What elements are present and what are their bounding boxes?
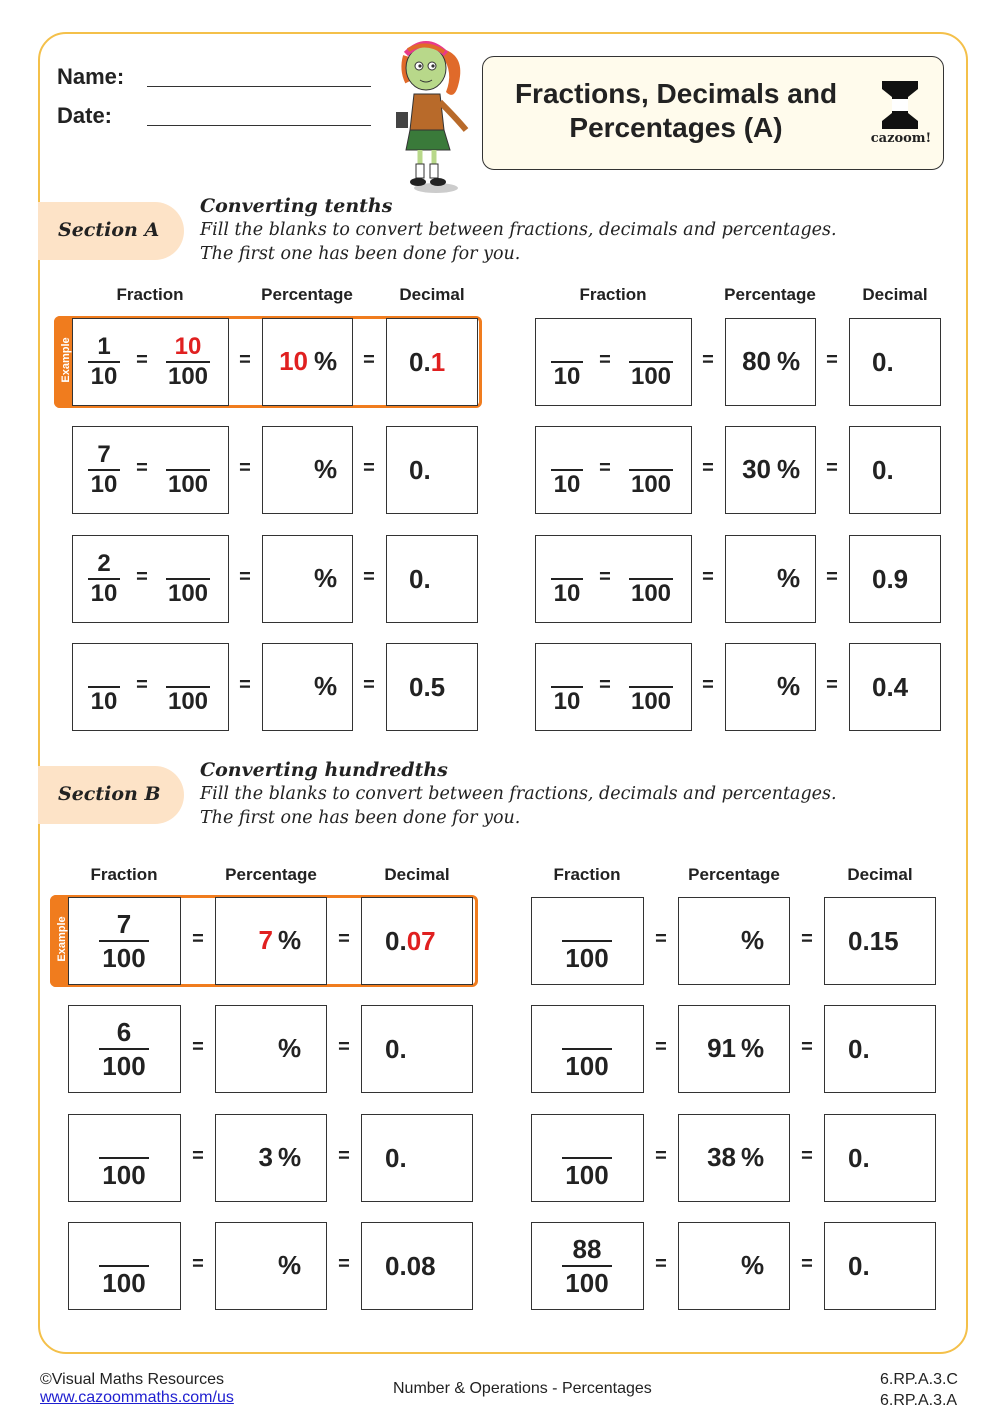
b-right-row1-decimal-box — [824, 897, 936, 985]
footer-standard-code-1: 6.RP.A.3.C — [880, 1371, 958, 1388]
a-right-row3-decimal-value — [872, 564, 908, 595]
section-b-heading: Converting hundredths — [200, 759, 448, 781]
b-left-row3-denominator: 100 — [102, 1160, 146, 1190]
section-a-line1: Fill the blanks to convert between fractions, decimals and percentages. — [200, 220, 837, 240]
footer-link[interactable]: www.cazoommaths.com/us — [40, 1389, 234, 1406]
b-right-row3-decimal-box[interactable] — [824, 1114, 936, 1202]
a-left-row4-decimal-box — [386, 643, 478, 731]
b-right-row4-equals-1: = — [655, 1253, 667, 1275]
a-right-row4-decimal-value — [872, 672, 908, 703]
section-b-tab: Section B — [38, 766, 184, 824]
b-right-row4-decimal-prefix: 0. — [848, 1251, 870, 1281]
section-b-instructions — [200, 758, 837, 830]
section-b-line1: Fill the blanks to convert between fractions, decimals and percentages. — [200, 784, 837, 804]
b-left-row2-denominator: 100 — [102, 1051, 146, 1081]
a-right-row4-equals-3: = — [826, 674, 838, 696]
a-right-row3-decimal-box — [849, 535, 941, 623]
b-left-row2-percentage-box[interactable] — [215, 1005, 327, 1093]
b-left-row4-fraction-bar — [99, 1265, 149, 1267]
b-left-row3-decimal-box[interactable] — [361, 1114, 473, 1202]
b-right-row3-percent-sign: % — [741, 1142, 765, 1172]
b-right-row2-equals-2: = — [801, 1036, 813, 1058]
a-left-row2-decimal-value — [409, 455, 431, 486]
b-right-row1-percent-sign: % — [741, 925, 765, 955]
a-right-row3-decimal-prefix: 0.9 — [872, 564, 909, 594]
a-left-row2-equals-1: = — [136, 457, 148, 479]
a-left-row4-decimal-value — [409, 672, 445, 703]
a-left-row2-denominator-2: 100 — [167, 471, 209, 498]
a-left-row4-equals-3: = — [363, 674, 375, 696]
b-right-row3-decimal-value — [848, 1143, 870, 1174]
a-left-row1-decimal-box — [386, 318, 478, 406]
b-left-row3-decimal-value — [385, 1143, 407, 1174]
b-right-row4-percentage-box[interactable] — [678, 1222, 790, 1310]
b-right-row1-equals-1: = — [655, 928, 667, 950]
a-right-row2-percent-sign: % — [777, 454, 801, 484]
date-line[interactable] — [147, 125, 371, 126]
a-left-row1-decimal-prefix: 0. — [409, 347, 431, 377]
b-left-row1-decimal-value — [385, 926, 436, 957]
a-right-row3-equals-1: = — [599, 566, 611, 588]
a-left-row2-decimal-box[interactable] — [386, 426, 478, 514]
b-right-row2-decimal-value — [848, 1034, 870, 1065]
a-right-row4-decimal-box — [849, 643, 941, 731]
a-left-row1-decimal-value — [409, 347, 445, 378]
b-left-row4-decimal-value — [385, 1251, 436, 1282]
a-right-row2-denominator-2: 100 — [630, 471, 672, 498]
b-left-row2-percent-sign: % — [278, 1033, 302, 1063]
a-right-row2-decimal-value — [872, 455, 894, 486]
a-left-decimal-header: Decimal — [399, 285, 465, 304]
b-right-row4-decimal-value — [848, 1251, 870, 1282]
a-left-row4-percent-sign: % — [314, 671, 338, 701]
b-left-row3-equals-2: = — [338, 1145, 350, 1167]
a-right-row4-equals-2: = — [702, 674, 714, 696]
a-right-row3-equals-3: = — [826, 566, 838, 588]
a-right-row1-equals-3: = — [826, 349, 838, 371]
a-left-row1-numerator-2: 10 — [174, 333, 202, 360]
b-left-row1-denominator: 100 — [102, 943, 146, 973]
a-left-row2-numerator-1: 7 — [97, 441, 111, 468]
logo-text: cazoom! — [870, 131, 932, 146]
a-left-row3-decimal-box[interactable] — [386, 535, 478, 623]
a-right-fraction-header: Fraction — [579, 285, 647, 304]
section-a-heading: Converting tenths — [200, 195, 393, 217]
b-left-row4-percentage-box[interactable] — [215, 1222, 327, 1310]
b-right-row1-decimal-value — [848, 926, 899, 957]
b-left-row1-decimal-box — [361, 897, 473, 985]
b-left-row2-numerator: 6 — [116, 1017, 132, 1047]
a-left-row1-numerator-1: 1 — [97, 333, 111, 360]
a-left-row1-equals-2: = — [239, 349, 251, 371]
b-left-row4-decimal-prefix: 0.08 — [385, 1251, 436, 1281]
b-left-decimal-header: Decimal — [384, 865, 450, 884]
b-right-row4-numerator: 88 — [572, 1234, 602, 1264]
a-right-row2-percentage-value: 30 — [742, 454, 771, 484]
a-left-row3-equals-3: = — [363, 566, 375, 588]
a-right-row3-percent-sign: % — [777, 563, 801, 593]
b-right-fraction-header: Fraction — [553, 865, 621, 884]
b-right-row3-fraction-bar — [562, 1157, 612, 1159]
b-right-decimal-header: Decimal — [847, 865, 913, 884]
a-right-row2-decimal-prefix: 0. — [872, 455, 894, 485]
b-left-row4-percent-sign: % — [278, 1250, 302, 1280]
a-right-row1-percent-sign: % — [777, 346, 801, 376]
a-left-percentage-header: Percentage — [261, 285, 353, 304]
a-left-row2-equals-3: = — [363, 457, 375, 479]
a-right-row1-decimal-value — [872, 347, 894, 378]
a-left-row1-equals-3: = — [363, 349, 375, 371]
a-left-row2-decimal-prefix: 0. — [409, 455, 431, 485]
a-left-row3-equals-2: = — [239, 566, 251, 588]
b-right-row4-equals-2: = — [801, 1253, 813, 1275]
footer-topic: Number & Operations - Percentages — [393, 1380, 652, 1397]
a-right-row4-decimal-prefix: 0.4 — [872, 672, 909, 702]
b-right-row3-equals-2: = — [801, 1145, 813, 1167]
b-right-row4-decimal-box[interactable] — [824, 1222, 936, 1310]
b-right-row2-fraction-bar — [562, 1048, 612, 1050]
cartoon-girl-illustration — [380, 38, 480, 198]
b-right-row2-denominator: 100 — [565, 1051, 609, 1081]
a-right-decimal-header: Decimal — [862, 285, 928, 304]
b-left-row1-percent-sign: % — [278, 925, 302, 955]
a-left-row3-percent-sign: % — [314, 563, 338, 593]
a-right-row2-equals-2: = — [702, 457, 714, 479]
section-b-line2: The first one has been done for you. — [200, 808, 521, 828]
b-right-row3-decimal-prefix: 0. — [848, 1143, 870, 1173]
a-right-percentage-header: Percentage — [724, 285, 816, 304]
a-right-row4-percent-sign: % — [777, 671, 801, 701]
a-right-row3-denominator-2: 100 — [630, 580, 672, 607]
a-right-row1-equals-2: = — [702, 349, 714, 371]
a-left-row1-denominator-1: 10 — [90, 363, 118, 390]
b-left-fraction-header: Fraction — [90, 865, 158, 884]
b-right-row3-percentage-value: 38 — [707, 1142, 736, 1172]
a-left-fraction-header: Fraction — [116, 285, 184, 304]
name-label: Name: — [57, 64, 125, 89]
b-right-row4-fraction-bar — [562, 1265, 612, 1267]
a-right-row3-percentage-box[interactable] — [725, 535, 816, 623]
b-left-row3-fraction-bar — [99, 1157, 149, 1159]
section-a-instructions — [200, 194, 837, 266]
b-left-row2-fraction-bar — [99, 1048, 149, 1050]
a-right-row4-denominator-2: 100 — [630, 688, 672, 715]
example-label: Example — [60, 337, 72, 383]
a-right-row1-equals-1: = — [599, 349, 611, 371]
b-left-row1-percentage-value: 7 — [258, 925, 273, 955]
b-left-row3-percentage-value: 3 — [258, 1142, 273, 1172]
a-right-row1-decimal-box[interactable] — [849, 318, 941, 406]
name-line[interactable] — [147, 86, 371, 87]
b-left-row2-decimal-prefix: 0. — [385, 1034, 407, 1064]
a-right-row1-percentage-value: 80 — [742, 346, 771, 376]
b-right-row2-percent-sign: % — [741, 1033, 765, 1063]
a-left-row3-decimal-prefix: 0. — [409, 564, 431, 594]
b-left-row2-equals-2: = — [338, 1036, 350, 1058]
cazoom-logo-icon — [880, 79, 920, 131]
footer-copyright: ©Visual Maths Resources — [40, 1371, 225, 1388]
b-left-row4-decimal-box — [361, 1222, 473, 1310]
a-left-row3-percentage-box[interactable] — [262, 535, 353, 623]
a-left-row1-decimal-fill: 1 — [430, 347, 446, 377]
a-left-row1-equals-1: = — [136, 349, 148, 371]
a-left-row3-denominator-2: 100 — [167, 580, 209, 607]
a-left-row1-percentage-value: 10 — [279, 346, 308, 376]
b-right-row3-equals-1: = — [655, 1145, 667, 1167]
a-left-row3-decimal-value — [409, 564, 431, 595]
a-left-row4-denominator-2: 100 — [167, 688, 209, 715]
section-a-line2: The first one has been done for you. — [200, 244, 521, 264]
a-left-row2-percent-sign: % — [314, 454, 338, 484]
b-right-row1-equals-2: = — [801, 928, 813, 950]
b-left-row1-numerator: 7 — [116, 909, 132, 939]
b-right-row4-denominator: 100 — [565, 1268, 609, 1298]
b-right-percentage-header: Percentage — [688, 865, 780, 884]
example-label: Example — [56, 916, 68, 962]
b-left-row3-equals-1: = — [192, 1145, 204, 1167]
b-left-row4-equals-1: = — [192, 1253, 204, 1275]
b-right-row2-equals-1: = — [655, 1036, 667, 1058]
a-left-row3-denominator-1: 10 — [90, 580, 118, 607]
b-right-row4-percent-sign: % — [741, 1250, 765, 1280]
worksheet-title: Fractions, Decimals and Percentages (A) — [514, 78, 838, 143]
b-right-row2-decimal-prefix: 0. — [848, 1034, 870, 1064]
a-right-row2-decimal-box[interactable] — [849, 426, 941, 514]
b-right-row1-denominator: 100 — [565, 943, 609, 973]
a-left-row2-percentage-box[interactable] — [262, 426, 353, 514]
a-right-row2-denominator-1: 10 — [553, 471, 581, 498]
a-left-row4-percentage-box[interactable] — [262, 643, 353, 731]
b-left-row1-equals-2: = — [338, 928, 350, 950]
a-left-row2-equals-2: = — [239, 457, 251, 479]
b-left-row2-equals-1: = — [192, 1036, 204, 1058]
a-right-row3-denominator-1: 10 — [553, 580, 581, 607]
b-left-row3-decimal-prefix: 0. — [385, 1143, 407, 1173]
a-left-row3-equals-1: = — [136, 566, 148, 588]
section-a-tab: Section A — [38, 202, 184, 260]
a-right-row1-decimal-prefix: 0. — [872, 347, 894, 377]
b-left-row4-equals-2: = — [338, 1253, 350, 1275]
a-left-row2-denominator-1: 10 — [90, 471, 118, 498]
b-right-row2-decimal-box[interactable] — [824, 1005, 936, 1093]
a-right-row4-equals-1: = — [599, 674, 611, 696]
b-left-row2-decimal-box[interactable] — [361, 1005, 473, 1093]
b-right-row2-percentage-value: 91 — [707, 1033, 736, 1063]
a-right-row4-denominator-1: 10 — [553, 688, 581, 715]
footer-standard-code-2: 6.RP.A.3.A — [880, 1392, 958, 1409]
a-left-row4-denominator-1: 10 — [90, 688, 118, 715]
b-left-row1-decimal-fill: 07 — [406, 926, 436, 956]
b-left-row2-decimal-value — [385, 1034, 407, 1065]
b-left-row1-decimal-prefix: 0. — [385, 926, 407, 956]
title-box — [482, 56, 944, 170]
a-left-row4-equals-1: = — [136, 674, 148, 696]
a-right-row2-equals-3: = — [826, 457, 838, 479]
b-left-row3-percent-sign: % — [278, 1142, 302, 1172]
b-right-row1-decimal-prefix: 0.15 — [848, 926, 899, 956]
a-right-row2-equals-1: = — [599, 457, 611, 479]
a-left-row4-equals-2: = — [239, 674, 251, 696]
b-right-row1-percentage-box[interactable] — [678, 897, 790, 985]
b-left-row1-fraction-bar — [99, 940, 149, 942]
date-label: Date: — [57, 103, 113, 128]
b-left-row1-equals-1: = — [192, 928, 204, 950]
a-left-row4-decimal-prefix: 0.5 — [409, 672, 446, 702]
b-right-row1-fraction-bar — [562, 940, 612, 942]
a-left-row1-denominator-2: 100 — [167, 363, 209, 390]
b-left-row4-denominator: 100 — [102, 1268, 146, 1298]
b-left-percentage-header: Percentage — [225, 865, 317, 884]
a-right-row3-equals-2: = — [702, 566, 714, 588]
a-left-row1-percent-sign: % — [314, 346, 338, 376]
a-right-row1-denominator-1: 10 — [553, 363, 581, 390]
a-right-row1-denominator-2: 100 — [630, 363, 672, 390]
a-right-row4-percentage-box[interactable] — [725, 643, 816, 731]
b-right-row3-denominator: 100 — [565, 1160, 609, 1190]
a-left-row3-numerator-1: 2 — [97, 550, 111, 577]
